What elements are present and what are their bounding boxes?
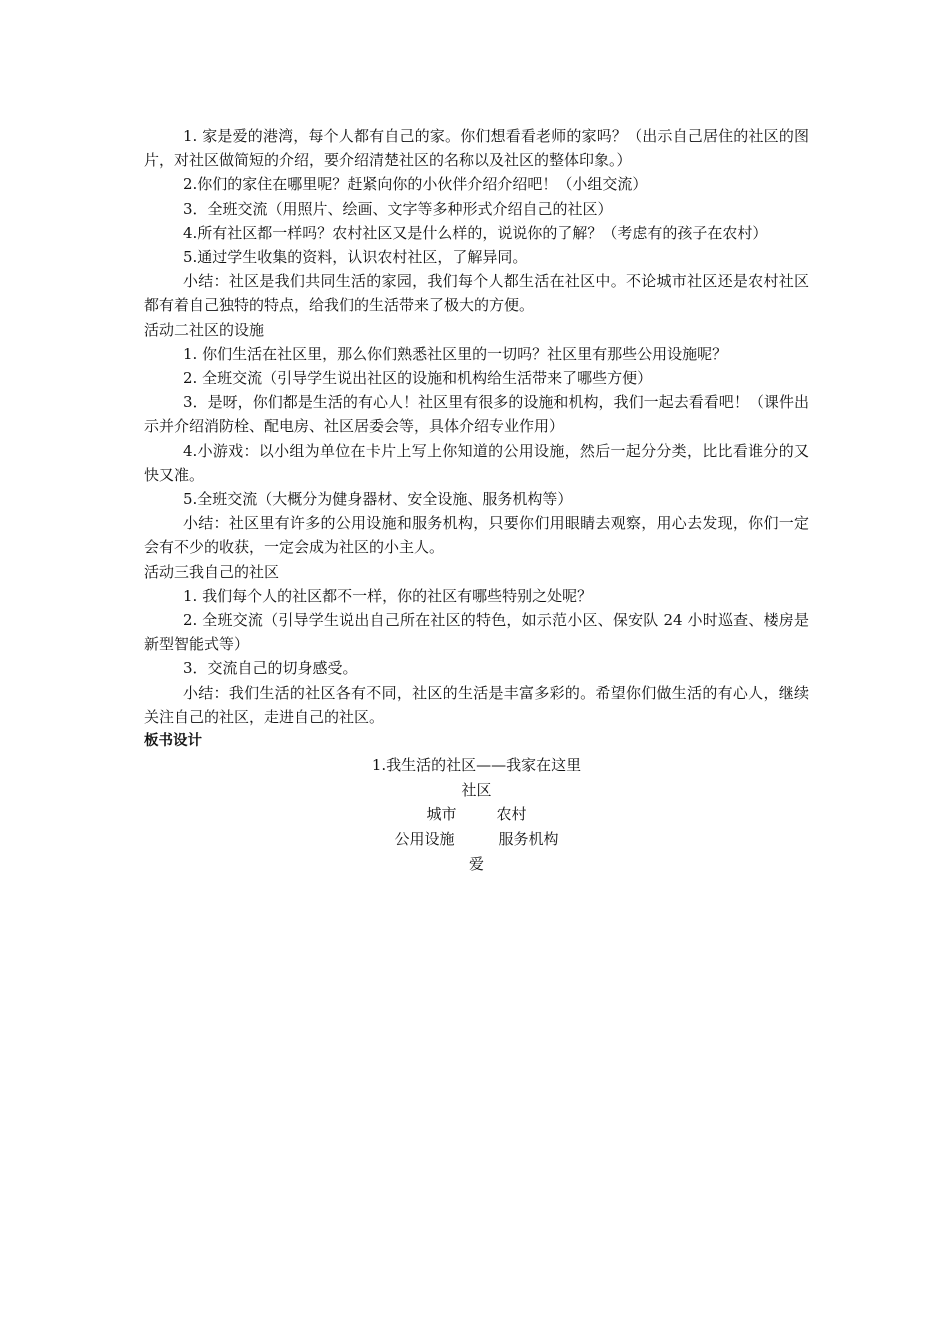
section1-para-4: 4.所有社区都一样吗？农村社区又是什么样的，说说你的了解？（考虑有的孩子在农村） (183, 223, 768, 242)
section2-para-5: 5.全班交流（大概分为健身器材、安全设施、服务机构等） (183, 490, 573, 509)
section2-para-2: 2. 全班交流（引导学生说出社区的设施和机构给生活带来了哪些方便） (183, 369, 653, 388)
section2-para-1: 1. 你们生活在社区里，那么你们熟悉社区里的一切吗？社区里有那些公用设施呢？ (183, 344, 728, 363)
board-row-facilities-services (144, 827, 809, 852)
section3-title: 活动三我自己的社区 (144, 562, 280, 581)
section1-para-2: 2.你们的家住在哪里呢？赶紧向你的小伙伴介绍介绍吧！（小组交流） (183, 175, 648, 194)
board-design (144, 753, 809, 876)
section1-summary: 小结：社区是我们共同生活的家园，我们每个人都生活在社区中。不论城市社区还是农村社区都有着自己独特的特点，给我们的生活带来了极大的方便。 (144, 272, 809, 315)
board-design-heading: 板书设计 (144, 733, 202, 750)
board-root: 社区 (461, 780, 492, 799)
board-services: 服务机构 (498, 830, 559, 849)
section3-summary: 小结：我们生活的社区各有不同，社区的生活是丰富多彩的。希望你们做生活的有心人，继续关注自己的社区，走进自己的社区。 (144, 683, 809, 726)
section2-para-3: 3．是呀，你们都是生活的有心人！社区里有很多的设施和机构，我们一起去看看吧！（课件出示并介绍消防栓、配电房、社区居委会等，具体介绍专业作用） (144, 393, 809, 436)
board-countryside: 农村 (496, 805, 527, 824)
section1-para-3: 3．全班交流（用照片、绘画、文字等多种形式介绍自己的社区） (183, 199, 613, 218)
board-row-city-countryside (144, 802, 809, 827)
section3-para-3: 3．交流自己的切身感受。 (183, 659, 358, 678)
section2-para-4: 4.小游戏：以小组为单位在卡片上写上你知道的公用设施，然后一起分分类，比比看谁分的又快又准。 (144, 441, 809, 484)
board-love: 爱 (468, 854, 484, 873)
board-city: 城市 (426, 805, 457, 824)
document-page (144, 124, 809, 876)
board-facilities: 公用设施 (394, 830, 455, 849)
section1-para-5: 5.通过学生收集的资料，认识农村社区，了解异同。 (183, 248, 528, 267)
section3-para-2: 2. 全班交流（引导学生说出自己所在社区的特色，如示范小区、保安队 24 小时巡查、楼房是新型智能式等） (144, 611, 809, 654)
section2-title: 活动二社区的设施 (144, 320, 265, 339)
section2-summary: 小结：社区里有许多的公用设施和服务机构，只要你们用眼睛去观察，用心去发现，你们一定会有不少的收获，一定会成为社区的小主人。 (144, 514, 809, 557)
section3-para-1: 1. 我们每个人的社区都不一样，你的社区有哪些特别之处呢？ (183, 586, 593, 605)
board-title: 1.我生活的社区——我家在这里 (371, 756, 582, 775)
section1-para-1: 1. 家是爱的港湾，每个人都有自己的家。你们想看看老师的家吗？（出示自己居住的社区的图片，对社区做简短的介绍，要介绍清楚社区的名称以及社区的整体印象。） (144, 127, 809, 170)
